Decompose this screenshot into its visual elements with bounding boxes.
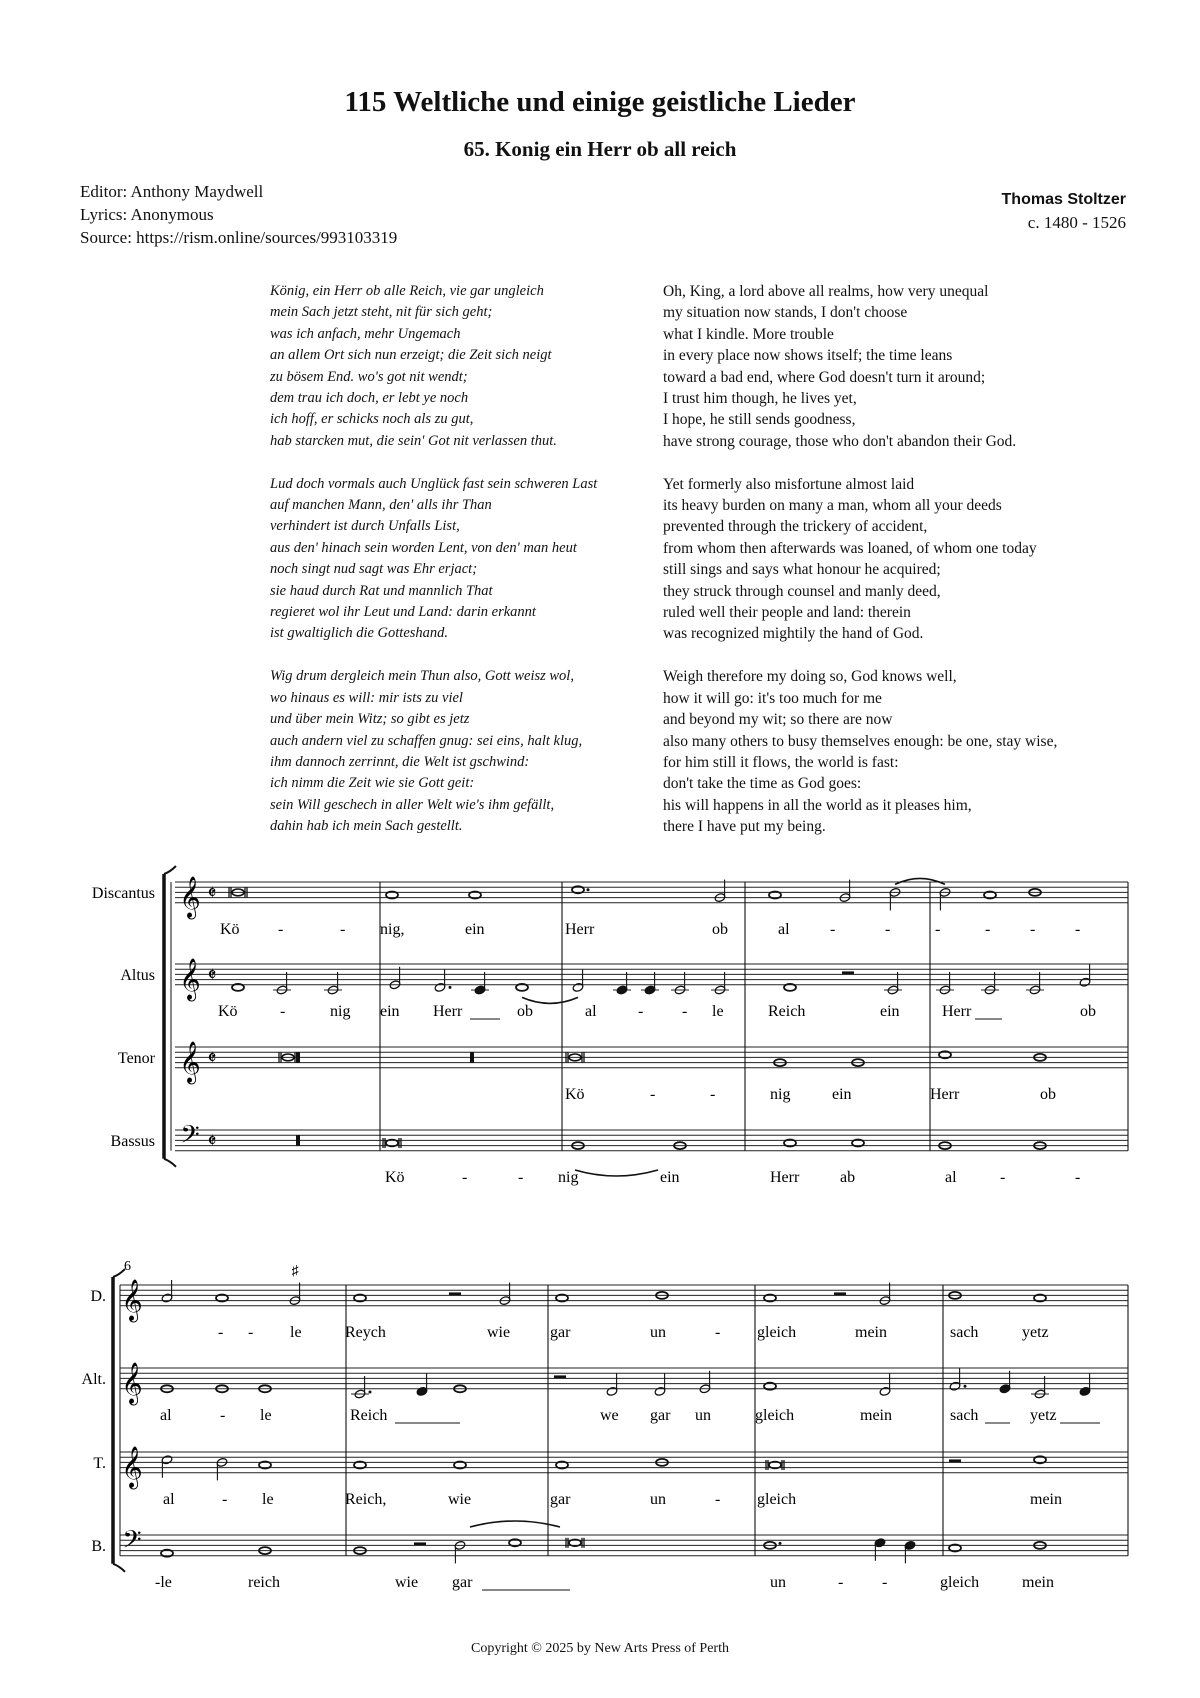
lyric-syllable: Kö	[220, 921, 240, 938]
german-lyric-line: zu bösem End. wo's got nit wendt;	[270, 368, 468, 385]
english-lyric-line: Yet formerly also misfortune almost laid	[663, 475, 915, 493]
lyric-syllable: ein	[465, 921, 485, 938]
lyric-syllable: Reich	[350, 1407, 388, 1424]
lyric-syllable: un	[650, 1491, 666, 1508]
treble-clef-icon: 𝄞	[179, 876, 201, 917]
lyric-syllable: Reich	[768, 1003, 806, 1020]
augmentation-dot	[964, 1385, 967, 1388]
bracket-hook	[164, 1159, 176, 1167]
cut-time-icon: 𝄵	[207, 1130, 217, 1153]
lyric-syllable: mein	[1022, 1574, 1054, 1591]
voice-name-tenor: Tenor	[117, 1050, 155, 1067]
augmentation-dot	[369, 1391, 372, 1394]
lyric-syllable: -	[220, 1407, 226, 1424]
english-lyric-line: I trust him though, he lives yet,	[663, 390, 857, 408]
english-lyric-line: toward a bad end, where God doesn't turn it around;	[663, 368, 986, 386]
lyric-syllable: ein	[832, 1086, 852, 1103]
lyric-syllable: -	[838, 1574, 844, 1591]
lyric-syllable: -	[218, 1324, 224, 1341]
treble-clef-icon: 𝄞	[179, 1041, 201, 1082]
voice-name-tenor-abbr: T.	[93, 1455, 106, 1472]
lyric-syllable: nig	[330, 1003, 351, 1020]
breve-rest	[296, 1135, 300, 1145]
lyric-syllable: -le	[155, 1574, 172, 1591]
lyric-syllable: -	[682, 1003, 688, 1020]
lyric-syllable: -	[1000, 1169, 1006, 1186]
lyric-syllable: -	[935, 921, 941, 938]
lyric-syllable: gar	[550, 1491, 571, 1508]
lyric-syllable: ein	[880, 1003, 900, 1020]
tie-curve	[470, 1521, 560, 1527]
voice-name-bassus: Bassus	[110, 1133, 155, 1150]
lyric-syllable: -	[518, 1169, 524, 1186]
english-lyric-line: still sings and says what honour he acquired;	[663, 561, 941, 579]
german-lyric-line: hab starcken mut, die sein' Got nit verlassen thut.	[270, 432, 557, 449]
lyric-syllable: gleich	[757, 1491, 797, 1508]
lyric-syllable: sach	[950, 1407, 979, 1424]
piece-title: 65. Konig ein Herr ob all reich	[463, 137, 737, 161]
lyric-syllable: ab	[840, 1169, 856, 1186]
german-lyric-line: Lud doch vormals auch Unglück fast sein schweren Last	[270, 475, 598, 492]
german-lyric-line: aus den' hinach sein worden Lent, von den' man heut	[270, 539, 577, 556]
german-lyric-line: noch singt nud sagt was Ehr erjact;	[270, 561, 478, 578]
german-lyric-line: Wig drum dergleich mein Thun also, Gott weisz wol,	[270, 668, 574, 685]
lyric-syllable: al	[585, 1003, 597, 1020]
lyric-syllable: al	[163, 1491, 175, 1508]
lyric-syllable: yetz	[1022, 1324, 1049, 1341]
lyric-syllable: un	[770, 1574, 786, 1591]
german-lyric-line: verhindert ist durch Unfalls List,	[270, 518, 460, 535]
german-lyric-line: ist gwaltiglich die Gotteshand.	[270, 625, 449, 642]
german-lyric-line: und über mein Witz; so gibt es jetz	[270, 711, 470, 728]
source-credit: Source: https://rism.online/sources/993103319	[80, 228, 398, 247]
german-lyric-line: auf manchen Mann, den' alls ihr Than	[270, 497, 492, 514]
composer-dates: c. 1480 - 1526	[1027, 213, 1126, 232]
german-lyric-line: ich nimm die Zeit wie sie Gott geit:	[270, 775, 475, 792]
german-lyric-line: sein Will geschech in aller Welt wie's ihm gefällt,	[270, 796, 555, 813]
lyric-syllable: yetz	[1030, 1407, 1057, 1424]
lyric-syllable: Herr	[942, 1003, 972, 1020]
copyright-notice: Copyright © 2025 by New Arts Press of Perth	[471, 1641, 729, 1656]
german-lyric-line: sie haud durch Rat und mannlich That	[270, 582, 493, 599]
english-lyric-line: also many others to busy themselves enough: be one, stay wise,	[663, 732, 1058, 750]
lyric-syllable: -	[222, 1491, 228, 1508]
english-lyric-line: from whom then afterwards was loaned, of whom one today	[663, 539, 1037, 557]
tie-curve	[575, 1170, 658, 1176]
lyric-syllable: gar	[550, 1324, 571, 1341]
collection-title: 115 Weltliche und einige geistliche Lieder	[344, 86, 856, 118]
lyric-syllable: -	[830, 921, 836, 938]
german-lyric-line: wo hinaus es will: mir ists zu viel	[270, 689, 463, 706]
lyric-syllable: sach	[950, 1324, 979, 1341]
lyric-syllable: wie	[395, 1574, 419, 1591]
lyric-syllable: wie	[448, 1491, 472, 1508]
lyric-syllable: Reich,	[345, 1491, 387, 1508]
bass-clef-icon: 𝄢	[180, 1121, 200, 1155]
cut-time-icon: 𝄵	[207, 882, 217, 905]
semibreve-rest	[449, 1292, 461, 1295]
lyric-syllable: wie	[487, 1324, 511, 1341]
english-lyric-line: his will happens in all the world as it pleases him,	[663, 796, 972, 814]
lyric-syllable: -	[340, 921, 346, 938]
lyric-syllable: mein	[1030, 1491, 1062, 1508]
lyric-syllable: le	[262, 1491, 274, 1508]
lyric-syllable: Herr	[770, 1169, 800, 1186]
english-lyric-line: have strong courage, those who don't abandon their God.	[663, 432, 1017, 450]
lyric-syllable: Kö	[218, 1003, 238, 1020]
lyric-syllable: Kö	[565, 1086, 585, 1103]
semibreve-rest	[842, 971, 854, 974]
lyric-syllable: le	[712, 1003, 724, 1020]
english-lyric-line: prevented through the trickery of accident,	[663, 518, 928, 536]
lyric-syllable: mein	[855, 1324, 887, 1341]
bracket-hook	[113, 1564, 125, 1572]
lyric-syllable: -	[650, 1086, 656, 1103]
breve-rest	[296, 1052, 300, 1062]
semibreve-rest	[554, 1375, 566, 1378]
semibreve-rest	[949, 1459, 961, 1462]
english-lyric-line: what I kindle. More trouble	[663, 325, 834, 343]
lyric-syllable: al	[945, 1169, 957, 1186]
bass-clef-icon: 𝄢	[122, 1526, 142, 1560]
english-lyric-line: was recognized mightily the hand of God.	[663, 625, 924, 643]
english-lyric-line: don't take the time as God goes:	[663, 775, 862, 793]
lyric-syllable: al	[160, 1407, 172, 1424]
lyric-syllable: gar	[650, 1407, 671, 1424]
lyric-syllable: -	[278, 921, 284, 938]
lyric-syllable: nig,	[380, 921, 405, 938]
lyric-syllable: -	[1030, 921, 1036, 938]
german-lyric-line: König, ein Herr ob alle Reich, vie gar ungleich	[270, 283, 544, 299]
german-lyric-line: mein Sach jetzt steht, nit für sich geht;	[270, 304, 493, 321]
english-lyric-line: how it will go: it's too much for me	[663, 689, 882, 707]
editor-credit: Editor: Anthony Maydwell	[80, 182, 264, 201]
german-lyric-line: regieret wol ihr Leut und Land: darin erkannt	[270, 604, 536, 621]
lyric-syllable: -	[882, 1574, 888, 1591]
augmentation-dot	[779, 1542, 782, 1545]
lyric-syllable: Herr	[433, 1003, 463, 1020]
voice-name-altus-abbr: Alt.	[81, 1371, 106, 1388]
lyric-syllable: -	[985, 921, 991, 938]
augmentation-dot	[587, 888, 590, 891]
cut-time-icon: 𝄵	[207, 964, 217, 987]
augmentation-dot	[449, 986, 452, 989]
lyric-syllable: gleich	[755, 1407, 795, 1424]
bracket-hook	[164, 866, 176, 874]
lyric-syllable: -	[462, 1169, 468, 1186]
lyric-syllable: -	[638, 1003, 644, 1020]
german-lyric-line: an allem Ort sich nun erzeigt; die Zeit sich neigt	[270, 347, 552, 364]
voice-name-bassus-abbr: B.	[91, 1538, 106, 1555]
lyric-syllable: -	[248, 1324, 254, 1341]
lyric-syllable: -	[710, 1086, 716, 1103]
lyric-syllable: -	[885, 921, 891, 938]
lyric-syllable: ob	[712, 921, 728, 938]
lyric-syllable: le	[290, 1324, 302, 1341]
lyric-syllable: ein	[660, 1169, 680, 1186]
english-lyric-line: I hope, he still sends goodness,	[663, 411, 856, 429]
lyric-syllable: le	[260, 1407, 272, 1424]
measure-number: 6	[124, 1259, 131, 1274]
composer-name: Thomas Stoltzer	[1001, 191, 1126, 208]
lyric-syllable: -	[1075, 1169, 1081, 1186]
cut-time-icon: 𝄵	[207, 1047, 217, 1070]
lyric-syllable: nig	[770, 1086, 791, 1103]
lyric-syllable: Herr	[930, 1086, 960, 1103]
voice-name-altus: Altus	[120, 967, 155, 984]
lyric-syllable: Herr	[565, 921, 595, 938]
lyric-syllable: ob	[517, 1003, 533, 1020]
lyric-syllable: ein	[380, 1003, 400, 1020]
semibreve-rest	[834, 1292, 846, 1295]
tie-curve	[895, 878, 945, 884]
lyric-syllable: -	[715, 1324, 721, 1341]
lyric-syllable: ob	[1040, 1086, 1056, 1103]
lyric-syllable: we	[600, 1407, 619, 1424]
lyric-syllable: ob	[1080, 1003, 1096, 1020]
lyric-syllable: al	[778, 921, 790, 938]
lyric-syllable: un	[695, 1407, 711, 1424]
lyricist-credit: Lyrics: Anonymous	[80, 205, 214, 224]
treble-clef-icon: 𝄞	[121, 1279, 143, 1320]
voice-name-discantus-abbr: D.	[90, 1288, 106, 1305]
german-lyric-line: dahin hab ich mein Sach gestellt.	[270, 818, 463, 835]
lyric-syllable: un	[650, 1324, 666, 1341]
german-lyric-line: auch andern viel zu schaffen gnug: sei eins, halt klug,	[270, 732, 583, 749]
lyric-syllable: gleich	[757, 1324, 797, 1341]
german-lyric-line: ihm dannoch zerrinnt, die Welt ist gschwind:	[270, 753, 530, 770]
english-lyric-line: ruled well their people and land: therein	[663, 604, 911, 622]
lyric-syllable: Reych	[345, 1324, 386, 1341]
lyric-syllable: nig	[558, 1169, 579, 1186]
english-lyric-line: its heavy burden on many a man, whom all your deeds	[663, 497, 1002, 515]
lyric-syllable: -	[1075, 921, 1081, 938]
english-lyric-line: and beyond my wit; so there are now	[663, 711, 893, 729]
semibreve-rest	[414, 1542, 426, 1545]
treble-clef-icon: 𝄞	[121, 1446, 143, 1487]
lyric-syllable: Kö	[385, 1169, 405, 1186]
english-lyric-line: Weigh therefore my doing so, God knows well,	[663, 668, 957, 686]
treble-clef-icon: 𝄞	[121, 1362, 143, 1403]
voice-name-discantus: Discantus	[91, 885, 155, 902]
sharp-icon: ♯	[291, 1264, 299, 1279]
lyric-syllable: -	[715, 1491, 721, 1508]
breve-rest	[470, 1052, 474, 1062]
treble-clef-icon: 𝄞	[179, 958, 201, 999]
german-lyric-line: was ich anfach, mehr Ungemach	[270, 325, 461, 342]
english-lyric-line: in every place now shows itself; the time leans	[663, 347, 953, 365]
english-lyric-line: for him still it flows, the world is fast:	[663, 753, 899, 771]
lyric-syllable: -	[280, 1003, 286, 1020]
english-lyric-line: there I have put my being.	[663, 818, 826, 836]
english-lyric-line: Oh, King, a lord above all realms, how very unequal	[663, 283, 989, 300]
german-lyric-line: dem trau ich doch, er lebt ye noch	[270, 390, 469, 407]
lyric-syllable: gleich	[940, 1574, 980, 1591]
lyric-syllable: reich	[248, 1574, 280, 1591]
lyric-syllable: mein	[860, 1407, 892, 1424]
lyric-syllable: gar	[452, 1574, 473, 1591]
english-lyric-line: they struck through counsel and manly deed,	[663, 582, 941, 600]
english-lyric-line: my situation now stands, I don't choose	[663, 304, 908, 322]
german-lyric-line: ich hoff, er schicks noch als zu gut,	[270, 411, 474, 428]
